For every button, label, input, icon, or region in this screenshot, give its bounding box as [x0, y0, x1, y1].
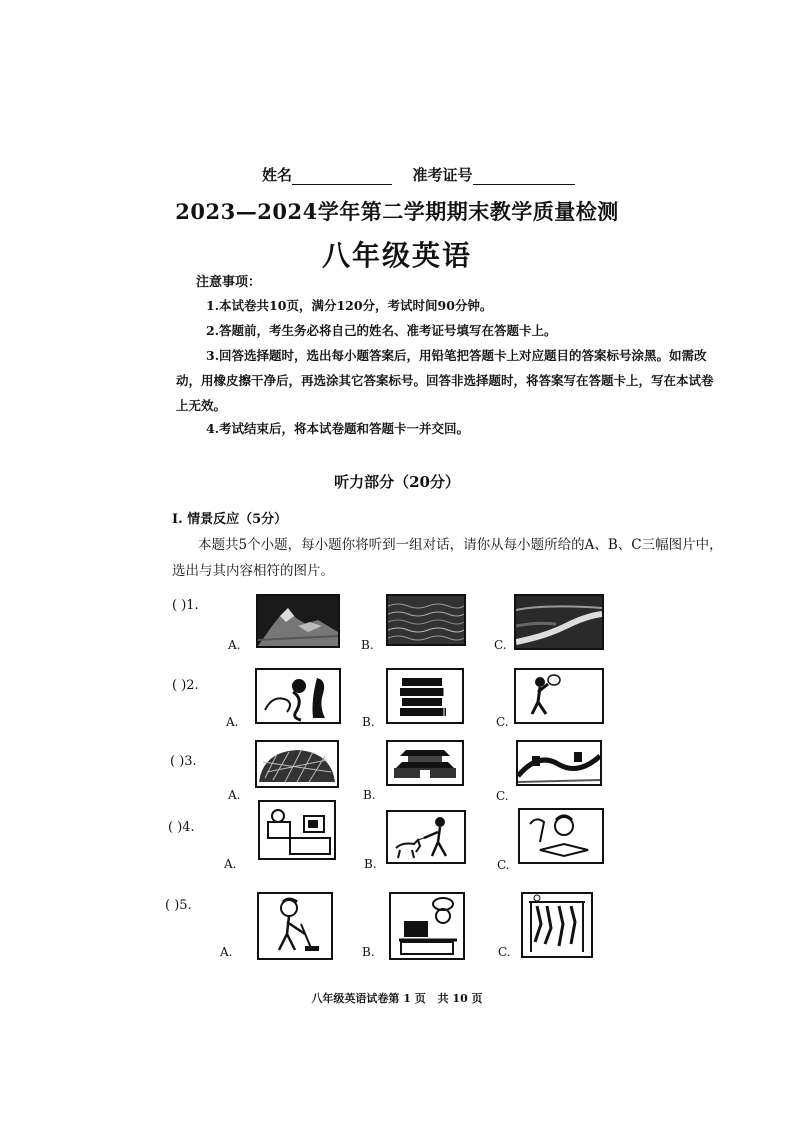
q5-option-c[interactable]: C. — [498, 945, 511, 959]
notice-heading: 注意事项： — [196, 275, 262, 290]
chef-cooking-icon[interactable] — [389, 892, 465, 960]
tiananmen-gate-icon[interactable] — [386, 740, 464, 786]
q3-option-b[interactable]: B. — [363, 788, 376, 802]
girl-walking-dog-icon[interactable] — [386, 810, 466, 864]
q3-option-a[interactable]: A. — [228, 788, 241, 802]
q5-option-a[interactable]: A. — [220, 945, 233, 959]
notice-item-4: 4.考试结束后，将本试卷题和答题卡一并交回。 — [206, 421, 470, 436]
question-3-label[interactable]: ( )3. — [170, 754, 197, 769]
q2-option-c[interactable]: C. — [496, 715, 509, 729]
boy-watching-tv-icon[interactable] — [258, 800, 336, 860]
mountain-photo-icon[interactable] — [256, 594, 340, 648]
part1-description: 本题共5个小题，每小题你将听到一组对话，请你从每小题所给的A、B、C三幅图片中，选出与其内容相符的图片。 — [172, 537, 723, 579]
exam-title: 2023—2024学年第二学期期末教学质量检测 — [175, 199, 619, 224]
q4-option-b[interactable]: B. — [364, 857, 377, 871]
listening-section-title: 听力部分（20分） — [334, 473, 460, 491]
boy-reading-book-icon[interactable] — [518, 808, 604, 864]
sea-waves-photo-icon[interactable] — [386, 594, 466, 646]
candidate-info-line — [262, 164, 575, 185]
name-blank[interactable] — [292, 170, 392, 185]
notice-item-1: 1.本试卷共10页，满分120分，考试时间90分钟。 — [206, 298, 493, 313]
part1-title: I. 情景反应（5分） — [172, 512, 288, 527]
q1-option-b[interactable]: B. — [361, 638, 374, 652]
q5-option-b[interactable]: B. — [362, 945, 375, 959]
river-landscape-photo-icon[interactable] — [514, 594, 604, 650]
q4-option-a[interactable]: A. — [224, 857, 237, 871]
tennis-player-icon[interactable] — [514, 668, 604, 724]
clothes-rack-icon[interactable] — [521, 892, 593, 958]
notice-item-3: 3.回答选择题时，选出每小题答案后，用铅笔把答题卡上对应题目的答案标号涂黑。如需改动，用橡皮擦干净后，再选涂其它答案标号。回答非选择题时，将答案写在答题卡上，写在本试卷上无效。 — [176, 348, 714, 413]
q4-option-c[interactable]: C. — [497, 858, 510, 872]
question-2-label[interactable]: ( )2. — [172, 678, 199, 693]
subject-title: 八年级英语 — [321, 239, 472, 272]
q2-option-a[interactable]: A. — [226, 715, 239, 729]
q2-option-b[interactable]: B. — [362, 715, 375, 729]
notice-item-2: 2.答题前，考生务必将自己的姓名、准考证号填写在答题卡上。 — [206, 323, 557, 338]
question-5-label[interactable]: ( )5. — [165, 898, 192, 913]
birds-nest-stadium-icon[interactable] — [255, 740, 339, 788]
great-wall-icon[interactable] — [516, 740, 602, 786]
q1-option-c[interactable]: C. — [494, 638, 507, 652]
page-footer — [0, 990, 794, 1006]
dancing-figures-icon[interactable] — [255, 668, 341, 724]
footer-total-text: 共 10 页 — [437, 992, 483, 1005]
exam-number-label: 准考证号 — [412, 166, 473, 184]
question-4-label[interactable]: ( )4. — [168, 820, 195, 835]
q3-option-c[interactable]: C. — [496, 789, 509, 803]
stack-of-books-icon[interactable] — [386, 668, 464, 724]
footer-page-text: 八年级英语试卷第 1 页 — [311, 992, 426, 1005]
q1-option-a[interactable]: A. — [228, 638, 241, 652]
question-1-label[interactable]: ( )1. — [172, 598, 199, 613]
exam-number-blank[interactable] — [473, 170, 575, 185]
name-label: 姓名 — [262, 166, 293, 184]
boy-sweeping-floor-icon[interactable] — [257, 892, 333, 960]
